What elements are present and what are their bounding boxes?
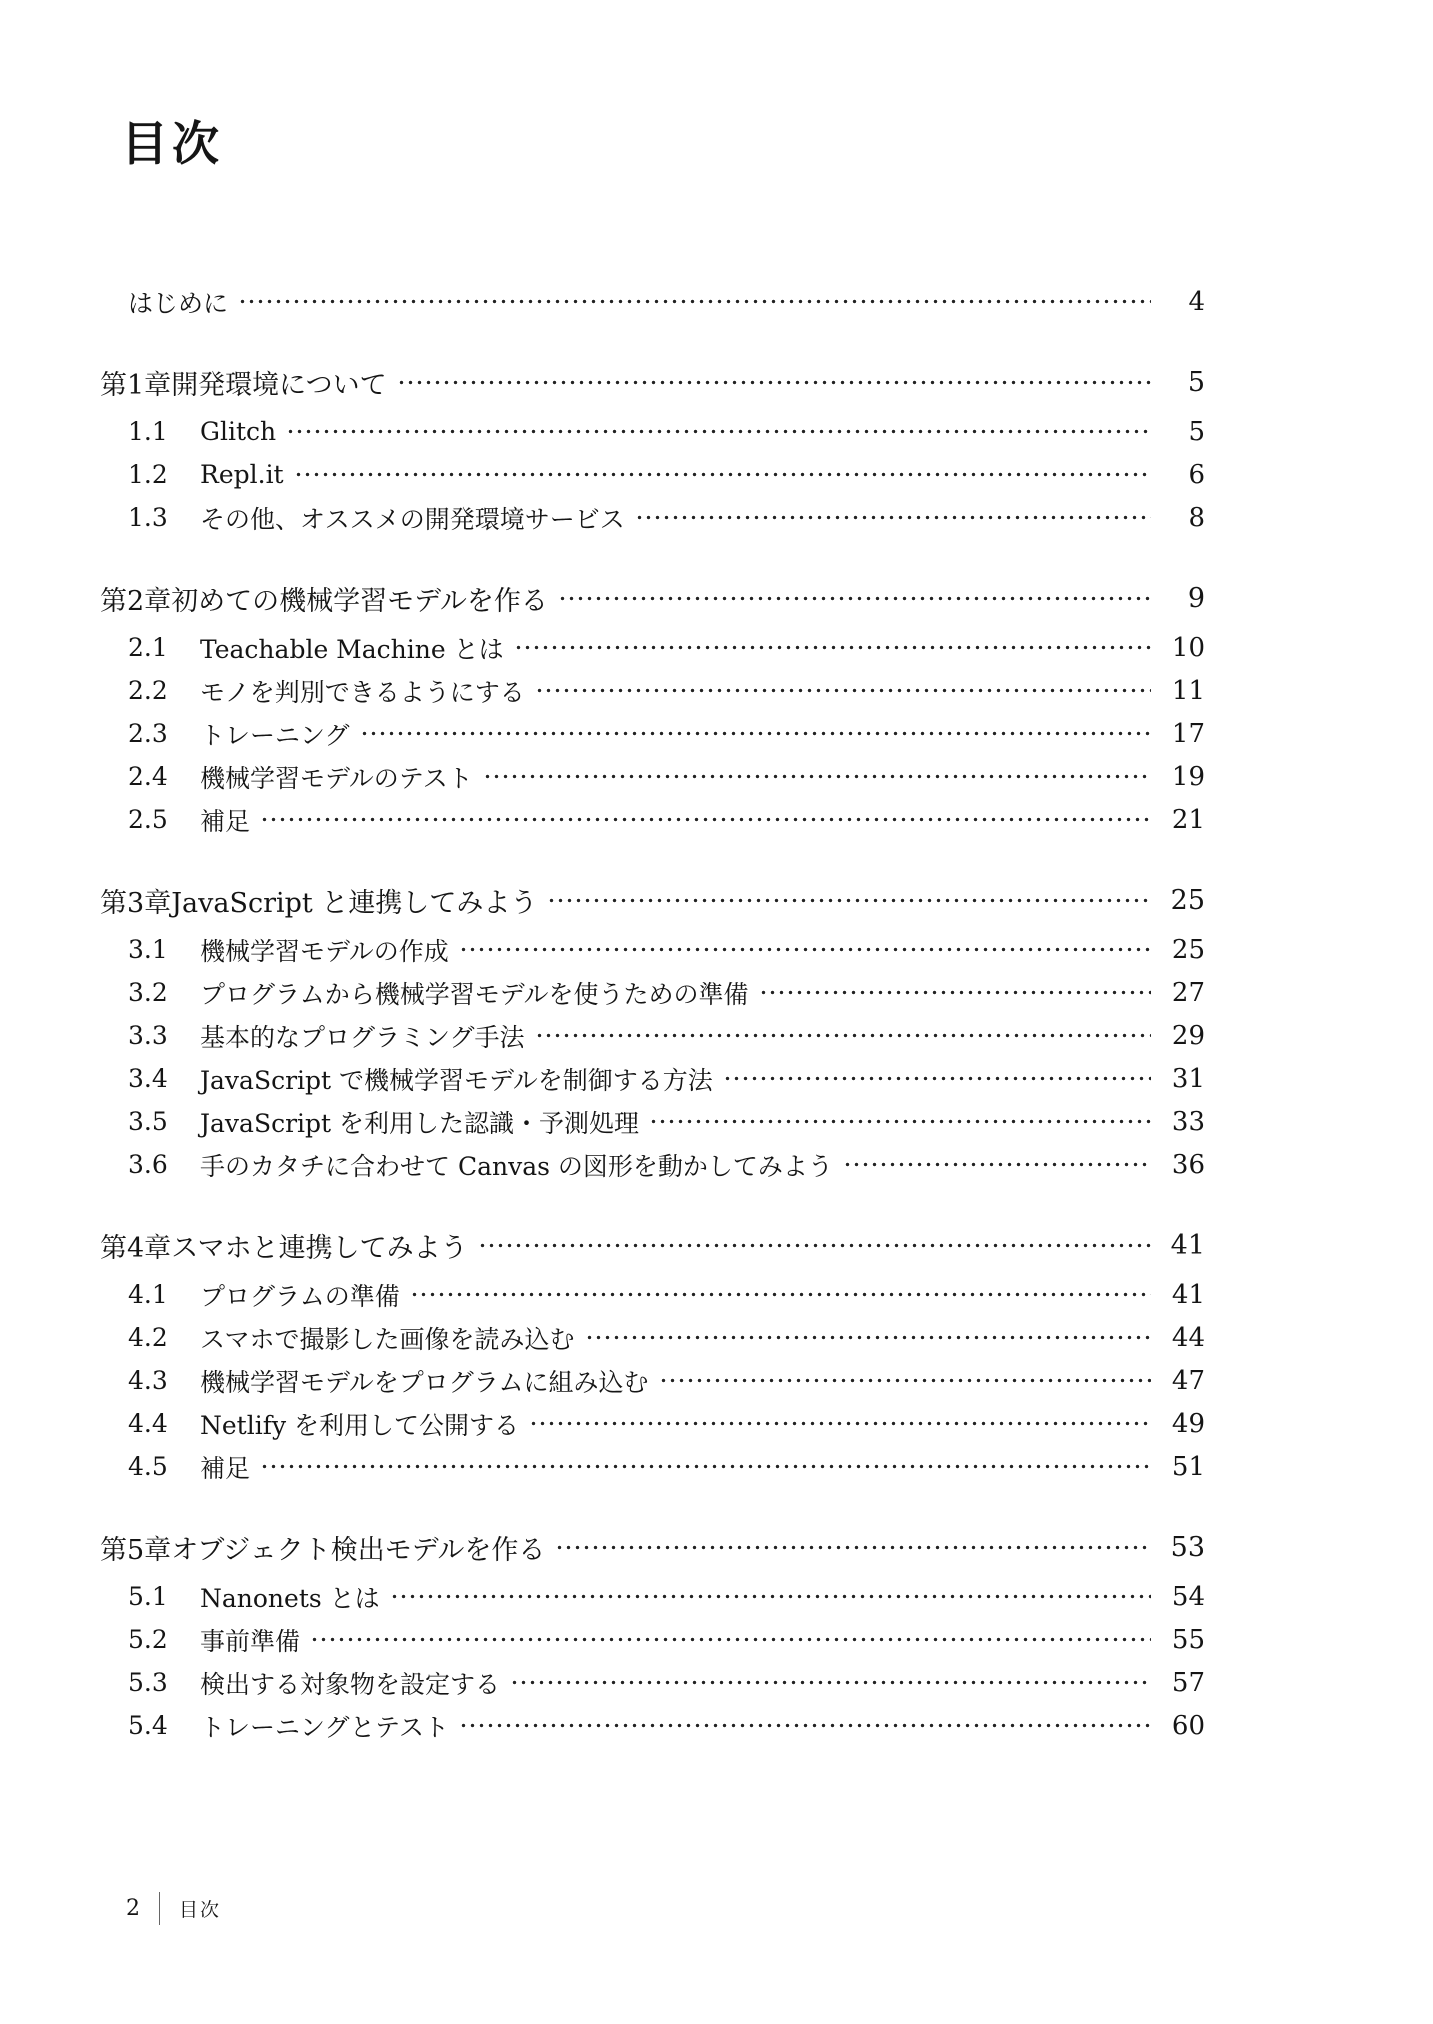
toc-entry-page: 41	[1170, 1230, 1205, 1261]
toc-entry-page: 54	[1171, 1581, 1205, 1612]
toc-list	[100, 280, 1205, 1747]
toc-entry[interactable]	[100, 1359, 1205, 1402]
dot-leader	[260, 1445, 1151, 1488]
page-title: 目次	[121, 117, 223, 173]
footer-section-label: 目次	[179, 1899, 222, 1921]
toc-entry-page: 9	[1187, 583, 1205, 614]
toc-entry-number: 1.2	[128, 460, 168, 489]
footer-divider	[159, 1892, 160, 1925]
dot-leader	[547, 878, 1151, 923]
dot-leader	[529, 1402, 1151, 1445]
dot-leader	[459, 928, 1151, 971]
toc-entry-label: はじめに	[128, 288, 229, 318]
toc-entry-number: 3.1	[128, 935, 168, 964]
toc-entry-label: JavaScript を利用した認識・予測処理	[200, 1108, 640, 1138]
toc-entry-number: 1.1	[128, 417, 168, 446]
toc-entry-page: 27	[1171, 977, 1205, 1008]
toc-entry-number: 3.3	[128, 1021, 168, 1050]
dot-leader	[759, 971, 1151, 1014]
toc-entry-page: 57	[1171, 1667, 1205, 1698]
toc-entry[interactable]	[100, 496, 1205, 539]
toc-entry-page: 31	[1171, 1063, 1205, 1094]
toc-entry-page: 36	[1171, 1149, 1205, 1180]
toc-entry-number: 5.3	[128, 1668, 168, 1697]
toc-entry-page: 41	[1171, 1279, 1205, 1310]
toc-entry[interactable]	[100, 1100, 1205, 1143]
toc-entry-page: 49	[1171, 1408, 1205, 1439]
toc-entry-number: 第1章	[100, 370, 172, 401]
toc-entry-number: 4.5	[128, 1452, 168, 1481]
toc-entry-number: 第4章	[100, 1233, 172, 1264]
toc-entry-number: 4.2	[128, 1323, 168, 1352]
toc-entry-page: 10	[1171, 632, 1205, 663]
toc-entry-label: 補足	[200, 1453, 251, 1483]
toc-entry[interactable]	[100, 410, 1205, 453]
toc-entry-page: 51	[1171, 1451, 1205, 1482]
toc-entry-label: 基本的なプログラミング手法	[200, 1022, 525, 1052]
toc-entry-number: 第3章	[100, 888, 172, 919]
toc-entry[interactable]	[100, 576, 1205, 621]
toc-entry-label: 機械学習モデルの作成	[200, 936, 449, 966]
toc-entry-label: Nanonets とは	[200, 1583, 380, 1613]
toc-entry-number: 3.2	[128, 978, 168, 1007]
toc-entry-label: 事前準備	[200, 1626, 301, 1656]
dot-leader	[635, 496, 1151, 539]
toc-entry-label: 初めての機械学習モデルを作る	[171, 586, 548, 617]
dot-leader	[483, 755, 1151, 798]
toc-entry-label: スマホで撮影した画像を読み込む	[200, 1324, 575, 1354]
toc-entry-number: 5.1	[128, 1582, 168, 1611]
toc-entry[interactable]	[100, 1014, 1205, 1057]
dot-leader	[555, 1525, 1151, 1570]
toc-entry[interactable]	[100, 1525, 1205, 1570]
toc-entry-page: 6	[1188, 459, 1205, 490]
toc-entry-number: 4.1	[128, 1280, 168, 1309]
toc-entry[interactable]	[100, 280, 1205, 323]
toc-entry-number: 2.4	[128, 762, 168, 791]
toc-entry[interactable]	[100, 1575, 1205, 1618]
dot-leader	[558, 576, 1151, 621]
toc-entry-label: 補足	[200, 806, 251, 836]
dot-leader	[535, 1014, 1151, 1057]
toc-entry[interactable]	[100, 1316, 1205, 1359]
toc-entry[interactable]	[100, 971, 1205, 1014]
toc-entry-label: Netlify を利用して公開する	[200, 1410, 520, 1440]
toc-entry-page: 5	[1188, 416, 1205, 447]
toc-entry-page: 53	[1170, 1532, 1205, 1563]
toc-entry[interactable]	[100, 928, 1205, 971]
toc-entry-page: 25	[1170, 885, 1205, 916]
toc-entry-number: 5.4	[128, 1711, 168, 1740]
toc-entry-page: 17	[1171, 718, 1205, 749]
toc-entry-label: スマホと連携してみよう	[171, 1233, 468, 1264]
dot-leader	[585, 1316, 1151, 1359]
toc-entry[interactable]	[100, 878, 1205, 923]
toc-entry-number: 4.3	[128, 1366, 168, 1395]
toc-entry[interactable]	[100, 798, 1205, 841]
toc-entry-number: 2.3	[128, 719, 168, 748]
dot-leader	[410, 1273, 1151, 1316]
toc-entry-page: 47	[1171, 1365, 1205, 1396]
toc-entry[interactable]	[100, 453, 1205, 496]
toc-entry-number: 4.4	[128, 1409, 168, 1438]
toc-entry-label: その他、オススメの開発環境サービス	[200, 504, 625, 534]
toc-entry-page: 21	[1171, 804, 1205, 835]
toc-entry-page: 8	[1188, 502, 1205, 533]
dot-leader	[360, 712, 1151, 755]
toc-entry-number: 3.4	[128, 1064, 168, 1093]
footer-page-number: 2	[126, 1896, 140, 1921]
dot-leader	[843, 1143, 1151, 1186]
dot-leader	[723, 1057, 1151, 1100]
dot-leader	[510, 1661, 1151, 1704]
toc-entry-label: プログラムから機械学習モデルを使うための準備	[200, 979, 749, 1009]
toc-entry-number: 2.1	[128, 633, 168, 662]
toc-entry-number: 1.3	[128, 503, 168, 532]
toc-entry-label: モノを判別できるようにする	[200, 677, 525, 707]
toc-entry[interactable]	[100, 1661, 1205, 1704]
toc-entry-number: 3.6	[128, 1150, 168, 1179]
toc-entry-label: 手のカタチに合わせて Canvas の図形を動かしてみよう	[200, 1151, 833, 1181]
toc-entry-label: トレーニング	[200, 720, 350, 750]
dot-leader	[397, 360, 1151, 405]
toc-entry-label: 機械学習モデルをプログラムに組み込む	[200, 1367, 649, 1397]
toc-entry-label: 開発環境について	[171, 370, 387, 401]
toc-entry[interactable]	[100, 1057, 1205, 1100]
toc-entry-number: 2.5	[128, 805, 168, 834]
toc-entry-page: 4	[1188, 286, 1205, 317]
dot-leader	[294, 453, 1151, 496]
page-footer	[126, 1892, 221, 1925]
dot-leader	[649, 1100, 1151, 1143]
toc-entry-page: 11	[1171, 675, 1205, 706]
dot-leader	[260, 798, 1151, 841]
dot-leader	[478, 1223, 1151, 1268]
dot-leader	[535, 669, 1151, 712]
toc-entry-label: Repl.it	[200, 460, 284, 489]
toc-entry[interactable]	[100, 1143, 1205, 1186]
toc-entry-page: 29	[1171, 1020, 1205, 1051]
toc-entry-number: 2.2	[128, 676, 168, 705]
toc-entry[interactable]	[100, 360, 1205, 405]
toc-entry-number: 3.5	[128, 1107, 168, 1136]
toc-entry[interactable]	[100, 1402, 1205, 1445]
toc-entry[interactable]	[100, 1445, 1205, 1488]
dot-leader	[390, 1575, 1151, 1618]
toc-entry-page: 33	[1171, 1106, 1205, 1137]
toc-entry-label: Teachable Machine とは	[200, 634, 504, 664]
toc-entry-label: オブジェクト検出モデルを作る	[171, 1535, 546, 1566]
toc-entry-page: 55	[1171, 1624, 1205, 1655]
toc-entry-page: 19	[1171, 761, 1205, 792]
toc-entry[interactable]	[100, 1704, 1205, 1747]
toc-entry-label: プログラムの準備	[200, 1281, 400, 1311]
toc-entry[interactable]	[100, 755, 1205, 798]
toc-entry[interactable]	[100, 626, 1205, 669]
dot-leader	[514, 626, 1151, 669]
toc-entry-label: トレーニングとテスト	[200, 1712, 450, 1742]
toc-entry-page: 5	[1187, 367, 1205, 398]
toc-entry[interactable]	[100, 669, 1205, 712]
toc-entry[interactable]	[100, 1273, 1205, 1316]
toc-entry-label: 機械学習モデルのテスト	[200, 763, 473, 793]
toc-entry-label: JavaScript で機械学習モデルを制御する方法	[200, 1065, 713, 1095]
dot-leader	[659, 1359, 1151, 1402]
toc-entry-page: 44	[1171, 1322, 1205, 1353]
toc-entry-label: JavaScript と連携してみよう	[171, 888, 538, 919]
dot-leader	[310, 1618, 1151, 1661]
toc-entry-label: 検出する対象物を設定する	[200, 1669, 501, 1699]
dot-leader	[459, 1704, 1151, 1747]
dot-leader	[238, 280, 1151, 323]
toc-entry-page: 25	[1171, 934, 1205, 965]
toc-entry-page: 60	[1171, 1710, 1205, 1741]
toc-entry[interactable]	[100, 712, 1205, 755]
dot-leader	[286, 410, 1151, 453]
toc-entry-number: 5.2	[128, 1625, 168, 1654]
toc-entry[interactable]	[100, 1618, 1205, 1661]
toc-entry-label: Glitch	[200, 417, 277, 446]
toc-entry-number: 第2章	[100, 586, 172, 617]
toc-entry-number: 第5章	[100, 1535, 172, 1566]
toc-entry[interactable]	[100, 1223, 1205, 1268]
